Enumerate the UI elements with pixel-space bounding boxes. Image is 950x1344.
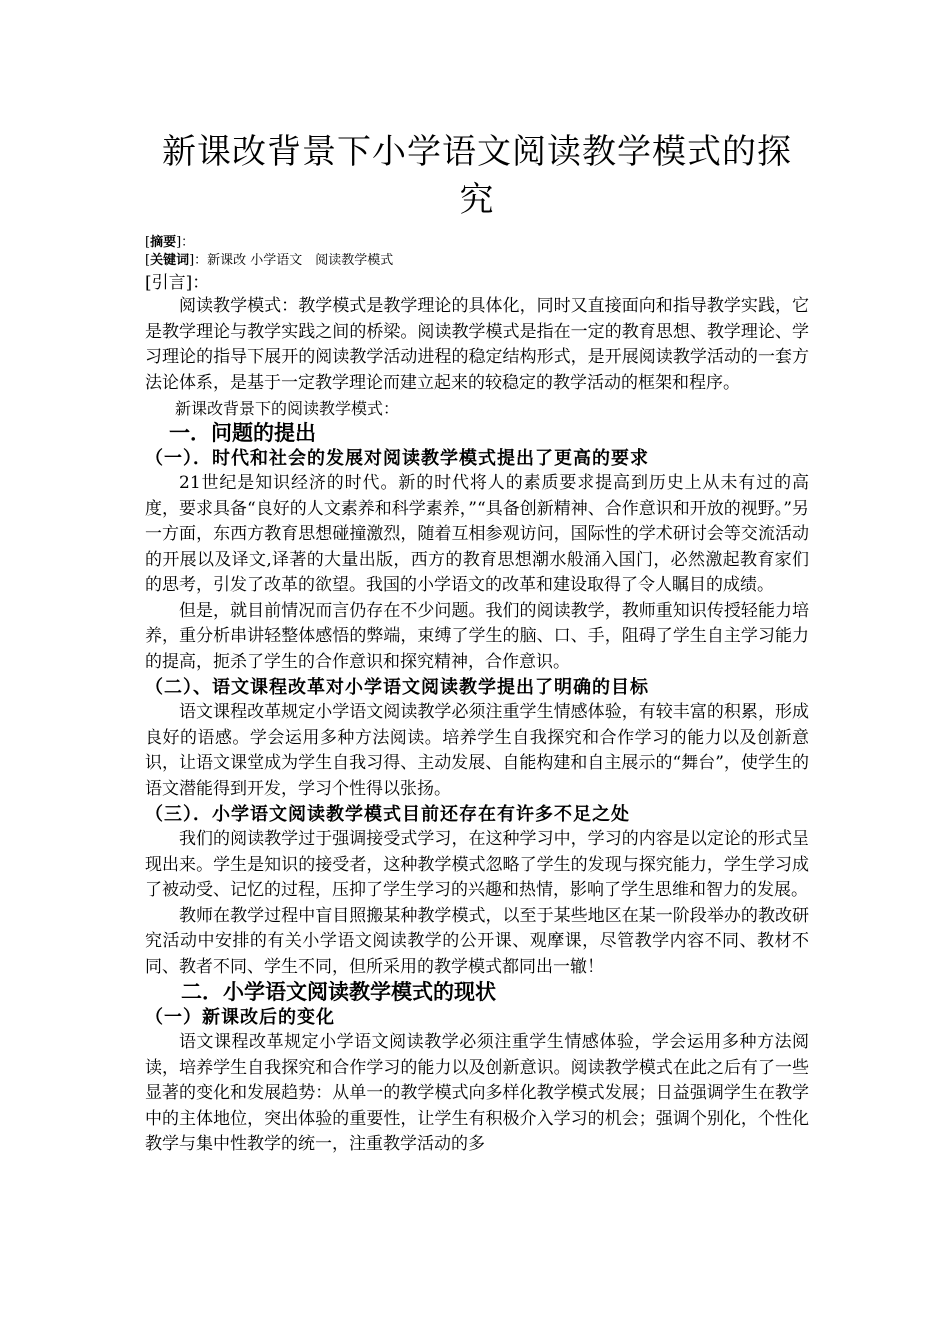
section1-sub3-paragraph: 教师在教学过程中盲目照搬某种教学模式，以至于某些地区在某一阶段举办的教改研究活动中安排的有关小学语文阅读教学的公开课、观摩课，尽管教学内容不同、教材不同、教者不同、学生不同，但所采用的教学模式都同出一辙！ — [145, 905, 809, 977]
abstract-close-bracket: ]： — [176, 235, 195, 250]
section1-sub1-heading: （一）．时代和社会的发展对阅读教学模式提出了更高的要求 — [145, 448, 649, 469]
keywords-label: 关键词 — [150, 253, 190, 268]
intro-label: [引言]： — [145, 273, 210, 293]
document-title: 新课改背景下小学语文阅读教学模式的探究 — [162, 132, 792, 220]
section1-heading: 一．问题的提出 — [169, 421, 316, 445]
document-page — [145, 0, 809, 1158]
abstract-open-bracket: [ — [145, 235, 151, 250]
section1-sub3-paragraph: 我们的阅读教学过于强调接受式学习，在这种学习中，学习的内容是以定论的形式呈现出来。学生是知识的接受者，这种教学模式忽略了学生的发现与探究能力，学生学习成了被动受、记忆的过程，压抑了学生学习的兴趣和热情，影响了学生思维和智力的发展。 — [145, 829, 809, 900]
abstract-line — [145, 234, 809, 252]
abstract-label: 摘要 — [150, 235, 177, 250]
section2-sub1-paragraph: 语文课程改革规定小学语文阅读教学必须注重学生情感体验，学会运用多种方法阅读，培养学生自我探究和合作学习的能力以及创新意识。阅读教学模式在此之后有了一些显著的变化和发展趋势：从单一的教学模式向多样化教学模式发展；日益强调学生在教学中的主体地位，突出体验的重要性，让学生有积极介入学习的机会；强调个别化，个性化教学与集中性教学的统一，注重教学活动的多 — [145, 1032, 809, 1154]
subtitle: 新课改背景下的阅读教学模式： — [175, 399, 400, 418]
section1-sub1-paragraph: 但是，就目前情况而言仍存在不少问题。我们的阅读教学，教师重知识传授轻能力培养，重分析串讲轻整体感悟的弊端，束缚了学生的脑、口、手，阻碍了学生自主学习能力的提高，扼杀了学生的合作意识和探究精神，合作意识。 — [145, 600, 809, 672]
section1-sub2-heading: （二）、语文课程改革对小学语文阅读教学提出了明确的目标 — [145, 677, 649, 698]
section1-sub3-heading: （三）．小学语文阅读教学模式目前还存在有许多不足之处 — [145, 804, 630, 825]
keywords-text: 新课改 小学语文 阅读教学模式 — [207, 253, 394, 268]
section2-sub1-heading: （一）新课改后的变化 — [145, 1007, 335, 1028]
intro-paragraph — [145, 294, 809, 396]
section1-sub2-paragraph: 语文课程改革规定小学语文阅读教学必须注重学生情感体验，有较丰富的积累，形成良好的语感。学会运用多种方法阅读。培养学生自我探究和合作学习的能力以及创新意识，让语文课堂成为学生自我习得、主动发展、自能构建和自主展示的“舞台”，使学生的语文潜能得到开发，学习个性得以张扬。 — [145, 702, 809, 799]
section2-heading: 二．小学语文阅读教学模式的现状 — [181, 980, 496, 1004]
intro-lead: 阅读教学模式： — [179, 296, 299, 316]
keywords-open-bracket: [ — [145, 253, 151, 268]
keywords-line — [145, 252, 809, 270]
section1-sub1-paragraph: 21世纪是知识经济的时代。新的时代将人的素质要求提高到历史上从未有过的高度，要求具备“良好的人文素养和科学素养，”“具备创新精神、合作意识和开放的视野。”另一方面，东西方教育思想碰撞激烈，随着互相参观访问，国际性的学术研讨会等交流活动的开展以及译文,译著的大量出版，西方的教育思想潮水般涌入国门，必然激起教育家们的思考，引发了改革的欲望。我国的小学语文的改革和建设取得了令人瞩目的成绩。 — [145, 473, 809, 595]
keywords-close-bracket: ]： — [189, 253, 208, 268]
intro-text: 教学模式是教学理论的具体化，同时又直接面向和指导教学实践，它是教学理论与教学实践之间的桥梁。阅读教学模式是指在一定的教育思想、教学理论、学习理论的指导下展开的阅读教学活动进程的稳定结构形式，是开展阅读教学活动的一套方法论体系，是基于一定教学理论而建立起来的较稳定的教学活动的框架和程序。 — [145, 296, 810, 393]
